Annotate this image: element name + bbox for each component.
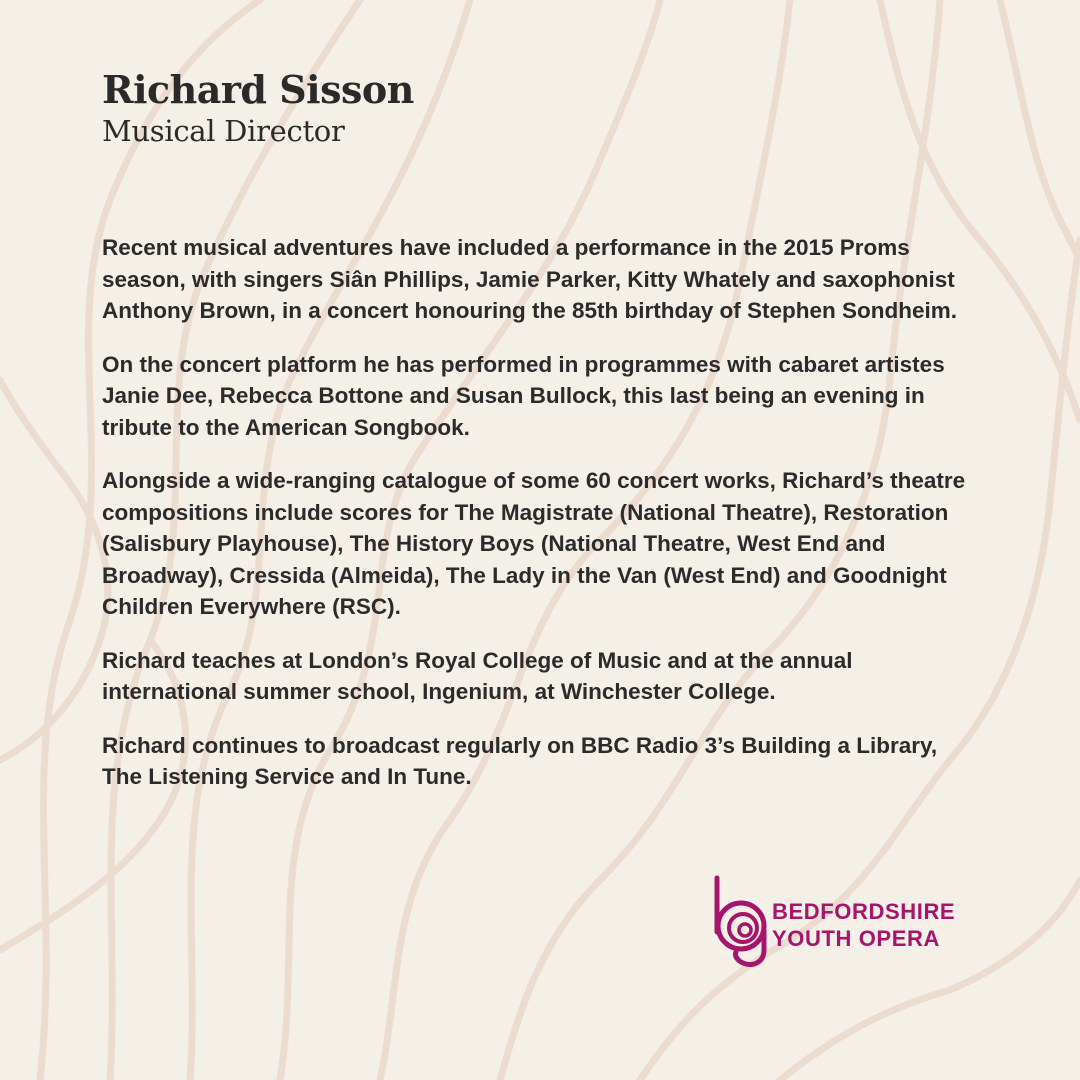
logo-wordmark bbox=[772, 898, 955, 952]
logo-text-line-2: YOUTH OPERA bbox=[772, 926, 940, 951]
bedfordshire-youth-opera-logo bbox=[708, 874, 978, 970]
person-role: Musical Director bbox=[102, 114, 345, 148]
person-name: Richard Sisson bbox=[102, 67, 414, 112]
logo-mark-icon bbox=[708, 874, 774, 970]
bio-paragraph: Richard teaches at London’s Royal College of Music and at the annual international summer school, Ingenium, at Winchester College. bbox=[102, 647, 853, 704]
biography bbox=[102, 232, 982, 815]
bio-paragraph: Alongside a wide-ranging catalogue of some 60 concert works, Richard’s theatre compositions include scores for The Magistrate (National Theatre), Restoration (Salisbury Playhouse), The History Boys (National Theatre, West End and Broadway), Cressida (Almeida), The Lady in the Van (West End) and Goodnight Children Everywhere (RSC). bbox=[102, 468, 966, 619]
title-block bbox=[102, 68, 414, 150]
bio-paragraph: On the concert platform he has performed in programmes with cabaret artistes Janie Dee, Rebecca Bottone and Susan Bullock, this last being an evening in tribute to the American Songbook. bbox=[102, 351, 945, 440]
bio-paragraph: Richard continues to broadcast regularly on BBC Radio 3’s Building a Library, The Listening Service and In Tune. bbox=[102, 732, 938, 789]
bio-paragraph: Recent musical adventures have included a performance in the 2015 Proms season, with singers Siân Phillips, Jamie Parker, Kitty Whately and saxophonist Anthony Brown, in a concert honouring the 85th birthday of Stephen Sondheim. bbox=[102, 235, 958, 323]
logo-text-line-1: BEDFORDSHIRE bbox=[772, 899, 956, 924]
